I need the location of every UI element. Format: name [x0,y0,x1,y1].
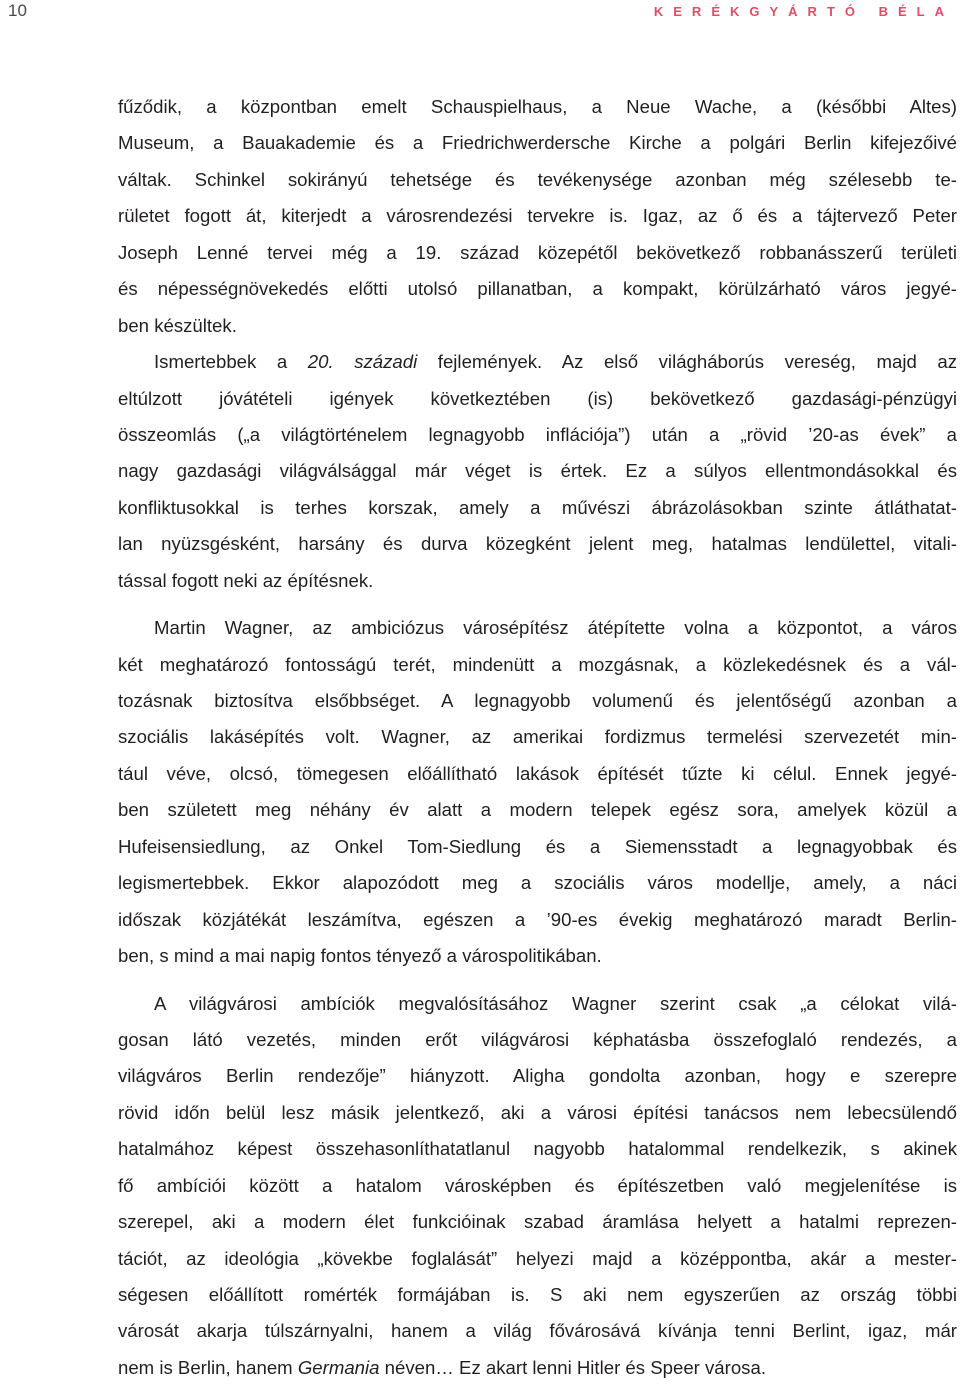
running-head-author: KERÉKGYÁRTÓ BÉLA [654,4,954,19]
text-line: A világvárosi ambíciók megvalósításához Wagner szerint csak „a célokat vilá- [118,986,957,1022]
italic-text: Germania [298,1357,380,1378]
italic-text: 20. századi [308,351,417,372]
text-line: városát akarja túlszárnyalni, hanem a világ fővárosává kívánja tenni Berlint, igaz, már [118,1313,957,1349]
text-line: Museum, a Bauakademie és a Friedrichwerdersche Kirche a polgári Berlin kifejezőivé [118,125,957,161]
paragraph [118,986,957,1386]
page-header [0,0,960,22]
text-line [118,1350,957,1386]
text-line: tozásnak biztosítva elsőbbséget. A legnagyobb volumenű és jelentőségű azonban a [118,683,957,719]
text-line: legismertebbek. Ekkor alapozódott meg a szociális város modellje, amely, a náci [118,865,957,901]
text-line: tációt, az ideológia „kövekbe foglalását” helyezi majd a középpontba, akár a mester- [118,1241,957,1277]
text-line: és népességnövekedés előtti utolsó pillanatban, a kompakt, körülzárható város jegyé- [118,271,957,307]
text-line: gosan látó vezetés, minden erőt világvárosi képhatásba összefoglaló rendezés, a [118,1022,957,1058]
text-line: világváros Berlin rendezője” hiányzott. Aligha gondolta azonban, hogy e szerepre [118,1058,957,1094]
text-line: ben, s mind a mai napig fontos tényező a várospolitikában. [118,938,957,974]
text-line: nagy gazdasági világválsággal már véget is értek. Ez a súlyos ellentmondásokkal és [118,453,957,489]
paragraph [118,610,957,974]
text-line: szerepel, aki a modern élet funkcióinak szabad áramlása helyett a hatalmi reprezen- [118,1204,957,1240]
text-line: rületet fogott át, kiterjedt a városrendezési tervekre is. Igaz, az ő és a tájtervező Peter [118,198,957,234]
text-line: ben készültek. [118,308,957,344]
paragraph [118,344,957,599]
text-line: tául véve, olcsó, tömegesen előállítható lakások építését tűzte ki célul. Ennek jegyé- [118,756,957,792]
text-line: fő ambíciói között a hatalom városképben és építészetben való megjelenítése is [118,1168,957,1204]
text-line: váltak. Schinkel sokirányú tehetsége és tevékenysége azonban még szélesebb te- [118,162,957,198]
text-line: ben született meg néhány év alatt a modern telepek egész sora, amelyek közül a [118,792,957,828]
text-line: szociális lakásépítés volt. Wagner, az amerikai fordizmus termelési szervezetét min- [118,719,957,755]
text-line: ségesen előállított romérték formájában is. S aki nem egyszerűen az ország többi [118,1277,957,1313]
text-line: konfliktusokkal is terhes korszak, amely a művészi ábrázolásokban szinte átláthatat- [118,490,957,526]
text-run: nem is Berlin, hanem [118,1357,298,1378]
text-run: Ismertebbek a [154,351,308,372]
text-line: lan nyüzsgésként, harsány és durva közegként jelent meg, hatalmas lendülettel, vitali- [118,526,957,562]
text-line: hatalmához képest összehasonlíthatatlanul nagyobb hatalommal rendelkezik, s akinek [118,1131,957,1167]
text-line: Hufeisensiedlung, az Onkel Tom-Siedlung és a Siemensstadt a legnagyobbak és [118,829,957,865]
text-line: két meghatározó fontosságú terét, mindenütt a mozgásnak, a közlekedésnek és a vál- [118,647,957,683]
page-number: 10 [8,1,27,21]
text-line [118,344,957,380]
text-line: tással fogott neki az építésnek. [118,563,957,599]
text-line: összeomlás („a világtörténelem legnagyobb inflációja”) után a „rövid ’20-as évek” a [118,417,957,453]
text-line: Joseph Lenné tervei még a 19. század közepétől bekövetkező robbanásszerű területi [118,235,957,271]
paragraph [118,89,957,344]
text-line: időszak közjátékát leszámítva, egészen a ’90-es évekig meghatározó maradt Berlin- [118,902,957,938]
text-run: fejlemények. Az első világháborús vereség, majd az [417,351,957,372]
text-line: fűződik, a központban emelt Schauspielhaus, a Neue Wache, a (későbbi Altes) [118,89,957,125]
text-run: néven… Ez akart lenni Hitler és Speer városa. [379,1357,766,1378]
text-line: Martin Wagner, az ambiciózus városépítész átépítette volna a központot, a város [118,610,957,646]
body-text [118,89,957,1386]
text-line: eltúlzott jóvátételi igények következtében (is) bekövetkező gazdasági-pénzügyi [118,381,957,417]
text-line: rövid időn belül lesz másik jelentkező, aki a városi építési tanácsos nem lebecsülendő [118,1095,957,1131]
